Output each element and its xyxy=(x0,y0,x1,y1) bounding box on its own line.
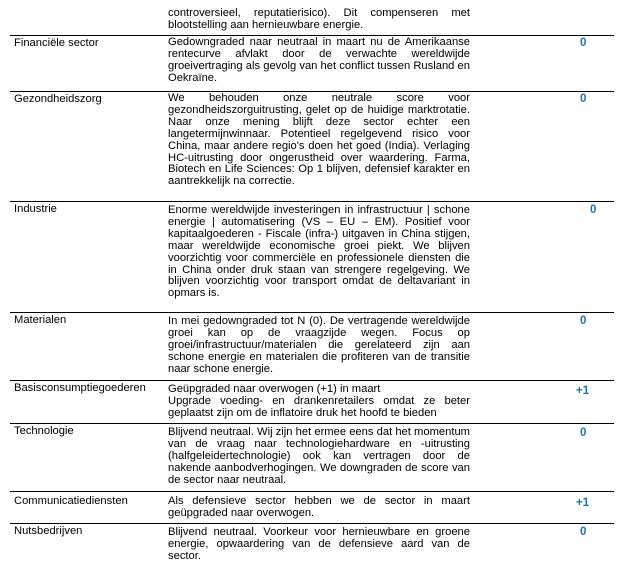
description-paragraph: Blijvend neutraal. Voorkeur voor hernieuwbare en groene energie, opwaardering van de defensieve aard van de sector. xyxy=(168,526,470,562)
sector-description xyxy=(168,8,470,32)
table-row xyxy=(10,523,614,575)
sector-name: Basisconsumptiegoederen xyxy=(14,382,146,394)
description-paragraph: Geüpgraded naar overwogen (+1) in maart xyxy=(168,383,381,395)
sector-description xyxy=(168,527,470,563)
sector-name: Gezondheidszorg xyxy=(14,93,102,105)
sector-score: 0 xyxy=(580,526,587,538)
sector-name: Financiële sector xyxy=(14,37,99,49)
sector-name: Industrie xyxy=(14,203,57,215)
table-row xyxy=(10,491,614,524)
sector-description xyxy=(168,496,470,520)
table-row xyxy=(10,35,614,92)
table-row xyxy=(10,0,614,35)
sector-description xyxy=(168,93,470,188)
description-paragraph: Upgrade voeding- en drankenretailers omdat ze beter geplaatst zijn om de inflatoire druk het hoofd te bieden xyxy=(168,394,470,419)
sector-description xyxy=(168,427,470,487)
sector-score: 0 xyxy=(590,204,597,216)
sector-score: 0 xyxy=(580,315,587,327)
description-paragraph: controversieel, reputatierisico). Dit compenseren met blootstelling aan hernieuwbare energie. xyxy=(168,7,470,31)
table-row xyxy=(10,312,614,381)
sector-score: 0 xyxy=(580,427,587,439)
table-row xyxy=(10,423,614,492)
sector-description xyxy=(168,384,470,420)
description-paragraph: Als defensieve sector hebben we de sector in maart geüpgraded naar overwogen. xyxy=(168,495,470,519)
sector-score: 0 xyxy=(580,37,587,49)
description-paragraph: We behouden onze neutrale score voor gezondheidszorguitrusting, gelet op de huidige marktrotatie. Naar onze mening blijft deze sector echter een langetermijnwinnaar. Potentieel regelgevend risico voor China, maar andere regio's doen het goed (India). Verlaging HC-uitrusting door ongerustheid over waardering. Farma, Biotech en Life Sciences: Op 1 blijven, defensief karakter en aantrekkelijk na correctie. xyxy=(168,92,470,188)
sector-score: 0 xyxy=(580,93,587,105)
sector-description xyxy=(168,205,470,300)
description-paragraph: In mei gedowngraded tot N (0). De vertragende wereldwijde groei kan op de vraagzijde wegen. Focus op groei/infrastructuur/materialen die gerelateerd zijn aan schone energie en materialen die profiteren van de transitie naar schone energie. xyxy=(168,315,470,375)
table-row xyxy=(10,380,614,424)
table-row xyxy=(10,201,614,313)
sector-name: Nutsbedrijven xyxy=(14,525,83,537)
description-paragraph: Gedowngraded naar neutraal in maart nu de Amerikaanse rentecurve afvlakt door de verwachte wereldwijde groeivertraging als gevolg van het conflict tussen Rusland en Oekraïne. xyxy=(168,36,470,84)
sector-description xyxy=(168,37,470,85)
sector-name: Technologie xyxy=(14,425,74,437)
description-paragraph: Enorme wereldwijde investeringen in infrastructuur | schone energie | automatisering (VS – EU – EM). Positief voor kapitaalgoederen - Fiscale (infra-) uitgaven in China stijgen, maar wereldwijde economische groei piekt. We blijven voorzichtig voor commerciële en professionele diensten die in China onder druk staan van strengere regelgeving. We blijven voorzichtig voor transport omdat de deltavariant in opmars is. xyxy=(168,204,470,300)
sector-score: +1 xyxy=(576,497,590,509)
sector-name: Materialen xyxy=(14,314,67,326)
sector-description xyxy=(168,316,470,376)
table-row xyxy=(10,91,614,202)
sector-name: Communicatiediensten xyxy=(14,495,128,507)
sector-score: +1 xyxy=(576,385,590,397)
description-paragraph: Blijvend neutraal. Wij zijn het ermee eens dat het momentum van de vraag naar technologiehardware en -uitrusting (halfgeleidertechnologie) ook kan vertragen door de nakende aanbodverhogingen. We downgraden de score van de sector naar neutraal. xyxy=(168,426,470,486)
